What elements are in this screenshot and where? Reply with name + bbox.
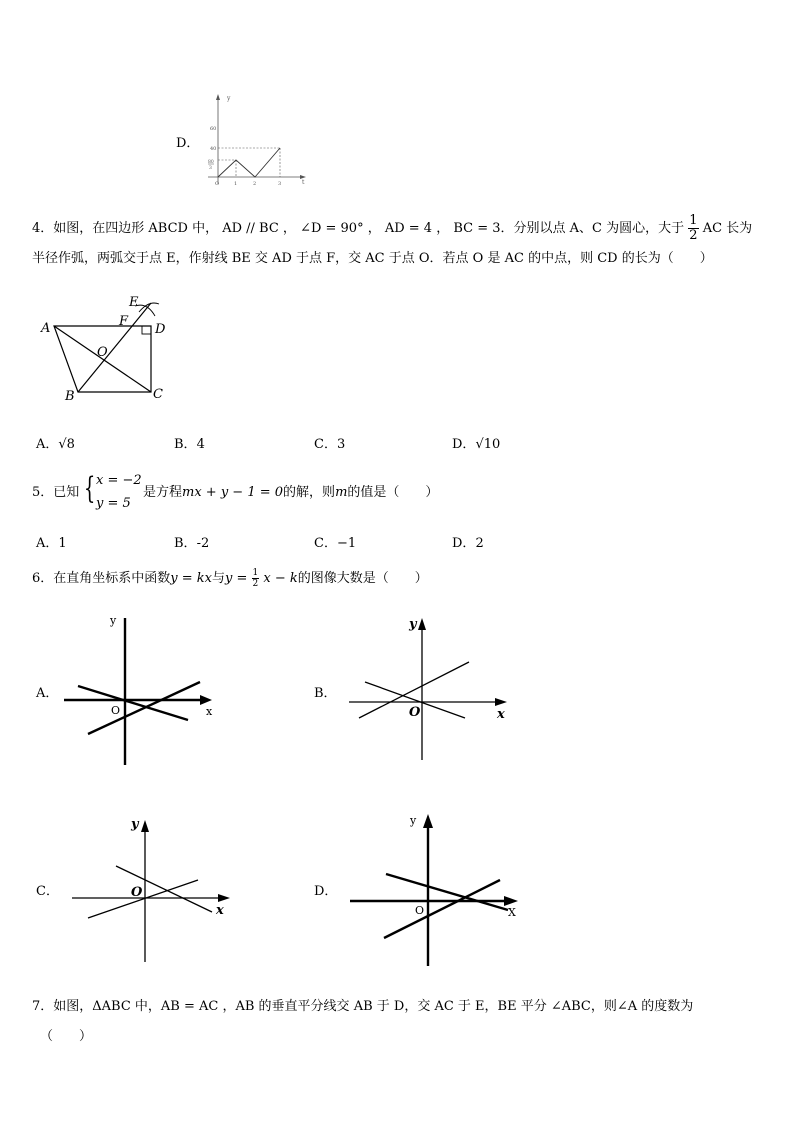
q4-option-c: C．3 [314,437,346,452]
q6-graph-a [60,610,220,770]
svg-text:X: X [508,906,516,919]
svg-text:y: y [409,617,417,632]
q5-option-c: C．−1 [314,536,357,551]
q4-label-c: C [153,387,163,402]
q3-y-label: y [227,95,231,102]
svg-text:O: O [111,704,121,717]
q3-t-label: t [302,179,305,186]
q6-c-line-2 [88,880,198,918]
q4-fraction: $\frac{1}{2}$ [689,213,698,243]
q4-label-d: D [155,322,166,337]
svg-text:x: x [497,707,505,722]
svg-text:y: y [110,614,117,627]
q6-d-line-2 [384,880,500,938]
q7-line1: 7．如图，ΔABC 中，AB = AC ，AB 的垂直平分线交 AB 于 D，交 AC 于 E，BE 平分 ∠ABC，则∠A 的度数为 [32,999,694,1014]
q4-right-angle [142,326,151,334]
q4-figure [35,290,175,406]
q6-d-line-1 [386,874,508,910]
svg-text:y: y [410,814,417,827]
q3-origin: O [215,181,220,187]
q6-a-line-1 [78,686,188,720]
q6-graph-c [68,814,238,964]
q6-option-a-letter: A． [36,686,59,701]
svg-text:O: O [415,904,425,917]
svg-text:y: y [131,817,139,832]
q5-equation: mx + y − 1 = 0 [182,485,284,500]
svg-text:O: O [409,705,421,720]
q6-option-c-letter: C． [36,884,59,899]
q4-label-e: E [129,295,139,310]
q3-option-d-graph [198,92,310,192]
q3-tick-3: 3 [278,181,282,187]
q5-eq1: x = −2 [96,473,142,488]
q7-line2: （ ） [40,1029,93,1044]
q5-prefix: 5．已知 [32,485,80,500]
q4-option-a: A．√8 [36,437,75,452]
svg-text:O: O [131,885,143,900]
q6-graph-d [348,810,528,970]
q4-option-d: D．√10 [452,437,501,452]
q5-eq2: y = 5 [96,496,131,511]
q5-option-b: B．-2 [174,536,210,551]
q3-tick-60: 60 [210,126,217,132]
q4-line1: 4．如图，在四边形 ABCD 中， AD // BC ， ∠D = 90° ， AD = 4 ， BC = 3．分别以点 A、C 为圆心，大于 $\frac{1}{2}$ AC 长为 [32,213,753,243]
svg-text:x: x [206,705,213,718]
q4-option-b: B．4 [174,437,205,452]
q6-a-line-2 [88,682,200,734]
q4-label-o: O [97,345,108,360]
q6-fraction: $\frac{1}{2}$ [252,568,259,589]
q3-tick-2: 2 [253,181,257,187]
svg-text:x: x [216,903,224,918]
q3-y-arrow [216,94,220,100]
q6-stem: 6．在直角坐标系中函数y = kx与y = $\frac{1}{2}$ x − k的图像大数是（ ） [32,568,428,589]
q3-tick-40: 40 [210,146,217,152]
q3-tick-frac-num: 80 [208,160,214,165]
q5-option-a: A．1 [36,536,67,551]
q4-label-b: B [65,389,75,404]
q3-graph-line [218,148,280,177]
q4-ray-be [78,303,151,392]
q3-option-d-letter: D． [176,136,200,151]
q4-arc-2 [139,303,159,312]
q6-graph-b [345,612,515,762]
q5-rest: 是方程mx + y − 1 = 0的解，则m的值是（ ） [143,485,439,500]
q3-tick-frac-den: 3 [209,166,212,171]
q6-option-d-letter: D． [314,884,338,899]
q3-tick-1: 1 [234,181,238,187]
q5-brace: { [83,471,96,506]
q6-option-b-letter: B． [314,686,337,701]
q4-label-a: A [41,321,51,336]
q4-line2: 半径作弧，两弧交于点 E，作射线 BE 交 AD 于点 F，交 AC 于点 O．若点 O 是 AC 的中点，则 CD 的长为（ ） [32,251,713,266]
q5-option-d: D．2 [452,536,484,551]
q4-label-f: F [119,314,129,329]
